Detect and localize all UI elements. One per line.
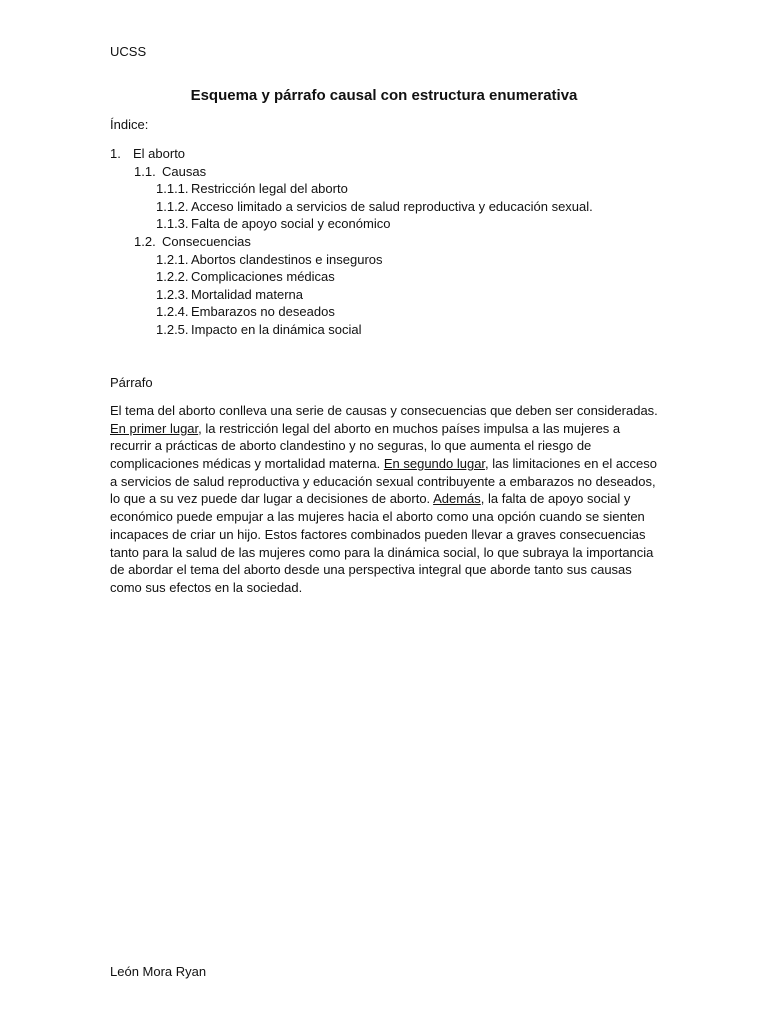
outline-number: 1.1.1. <box>156 181 189 197</box>
paragraph-text: tanto para la salud de las mujeres como para la dinámica social, lo que subraya la importancia <box>110 544 654 560</box>
outline-number: 1.2.2. <box>156 269 189 285</box>
connector-first: En primer lugar <box>110 420 199 436</box>
paragraph-line <box>110 561 662 579</box>
paragraph-text: a servicios de salud reproductiva y educación sexual contribuyente a embarazos no deseados, <box>110 473 656 489</box>
index-label: Índice: <box>110 117 149 132</box>
outline-item <box>110 303 593 321</box>
outline-text: Mortalidad materna <box>191 286 303 302</box>
outline-item <box>110 180 593 198</box>
paragraph-line <box>110 437 662 455</box>
outline-item <box>110 215 593 233</box>
paragraph-line <box>110 508 662 526</box>
outline-number: 1.2.1. <box>156 251 189 267</box>
paragraph-text: recurrir a prácticas de aborto clandestino y no seguras, lo que aumenta el riesgo de <box>110 438 592 454</box>
outline-text: Embarazos no deseados <box>191 304 335 320</box>
outline-list <box>110 145 593 339</box>
outline-item <box>110 233 593 251</box>
paragraph-line <box>110 579 662 597</box>
paragraph-line <box>110 490 662 508</box>
connector-additionally: Además <box>433 491 481 507</box>
paragraph-line <box>110 402 662 420</box>
page-footer: León Mora Ryan <box>110 964 207 979</box>
paragraph-text: , la falta de apoyo social y <box>480 491 631 507</box>
paragraph-text: complicaciones médicas y mortalidad materna. <box>110 456 384 472</box>
paragraph-text: incapaces de criar un hijo. Estos factores combinados pueden llevar a graves consecuencias <box>110 526 646 542</box>
paragraph-text: económico puede empujar a las mujeres hacia el aborto como una opción cuando se sienten <box>110 509 645 525</box>
outline-item <box>110 321 593 339</box>
paragraph-text: de abordar el tema del aborto desde una perspectiva integral que aborde tanto sus causas <box>110 562 632 578</box>
page-header: UCSS <box>110 44 147 59</box>
paragraph-text: El tema del aborto conlleva una serie de causas y consecuencias que deben ser consideradas. <box>110 403 658 418</box>
paragraph-text: lo que a su vez puede dar lugar a decisiones de aborto. <box>110 491 434 507</box>
outline-item <box>110 268 593 286</box>
outline-number: 1.1.2. <box>156 198 189 214</box>
paragraph-text: , las limitaciones en el acceso <box>485 456 658 472</box>
outline-item <box>110 251 593 269</box>
outline-text: El aborto <box>133 146 186 161</box>
paragraph-line <box>110 420 662 438</box>
paragraph-text: , la restricción legal del aborto en muchos países impulsa a las mujeres a <box>198 420 621 436</box>
outline-text: Causas <box>162 163 207 179</box>
outline-text: Abortos clandestinos e inseguros <box>191 251 383 267</box>
outline-text: Restricción legal del aborto <box>191 181 348 197</box>
outline-number: 1. <box>110 146 121 161</box>
outline-text: Falta de apoyo social y económico <box>191 216 391 232</box>
outline-text: Consecuencias <box>162 233 251 249</box>
paragraph-line <box>110 473 662 491</box>
paragraph-line <box>110 455 662 473</box>
outline-text: Acceso limitado a servicios de salud reproductiva y educación sexual. <box>191 198 593 214</box>
outline-text: Impacto en la dinámica social <box>191 321 362 337</box>
document-title: Esquema y párrafo causal con estructura enumerativa <box>190 87 578 104</box>
paragraph-body <box>110 402 662 597</box>
outline-text: Complicaciones médicas <box>191 269 335 285</box>
paragraph-label: Párrafo <box>110 375 153 390</box>
outline-number: 1.2.3. <box>156 286 189 302</box>
outline-item <box>110 198 593 216</box>
paragraph-text: como sus efectos en la sociedad. <box>110 579 303 595</box>
connector-second: En segundo lugar <box>383 456 486 472</box>
outline-item <box>110 163 593 181</box>
outline-number: 1.2.5. <box>156 321 189 337</box>
paragraph-line <box>110 526 662 544</box>
outline-number: 1.1. <box>134 163 156 179</box>
outline-item <box>110 286 593 304</box>
outline-number: 1.2. <box>134 233 156 249</box>
outline-number: 1.1.3. <box>156 216 189 232</box>
paragraph-line <box>110 544 662 562</box>
outline-number: 1.2.4. <box>156 304 189 320</box>
outline-item <box>110 145 593 163</box>
